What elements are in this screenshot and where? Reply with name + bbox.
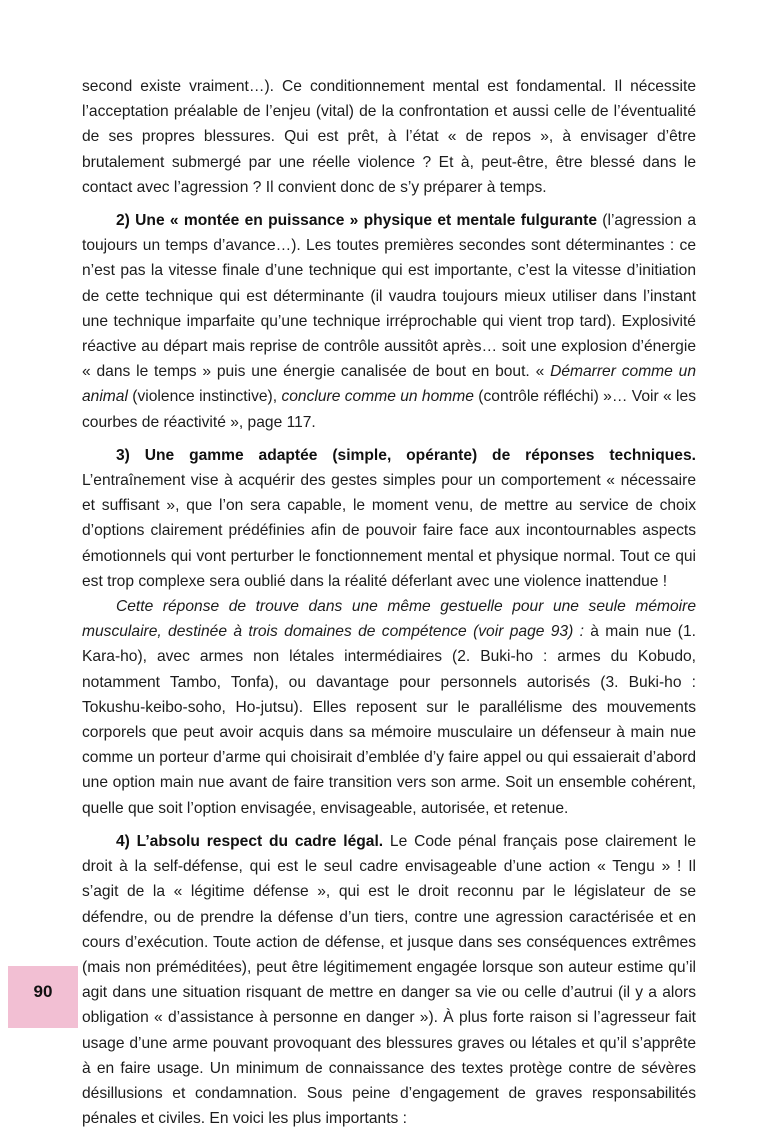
paragraph-response <box>82 594 696 821</box>
response-text: à main nue (1. Kara-ho), avec armes non létales intermédiaires (2. Buki-ho : armes du Kobudo, notamment Tambo, Tonfa), ou davantage pour personnels autorisés (3. Buki-ho : Tokushu-keibo-soho, Ho-jutsu). Elles reposent sur le parallélisme des mouvements corporels que peut avoir acquis dans sa mémoire musculaire un défenseur à main nue comme un porteur d’arme qui choisirait d’emblée d’y faire appel ou qui essaierait d’abord une option main nue avant de faire transition vers son arme. Soit un ensemble cohérent, quelle que soit l’option envisagée, envisageable, autorisée, et retenue. <box>82 623 696 817</box>
response-italic: Cette réponse de trouve dans une même gestuelle pour une seule mémoire musculaire, destinée à trois domaines de compétence (voir page 93) : <box>82 598 696 641</box>
point-2-text-a: (l’agression a toujours un temps d’avance…). Les toutes premières secondes sont déterminantes : ce n’est pas la vitesse finale d’une technique qui est importante, c’est la vitesse d’initiation de cette technique qui est déterminante (il vaudra toujours mieux utiliser dans l’instant une technique imparfaite qu’une technique irréprochable qui vient trop tard). Explosivité réactive au départ mais reprise de contrôle aussitôt après… soit une explosion d’énergie « dans le temps » puis une énergie canalisée de bout en bout. « <box>82 212 696 381</box>
paragraph-conditioning: second existe vraiment…). Ce conditionnement mental est fondamental. Il nécessite l’acceptation préalable de l’enjeu (vital) de la confrontation et aussi celle de l’éventualité de ses propres blessures. Qui est prêt, à l’état « de repos », à envisager d’être brutalement submergé par une réelle violence ? Et à, peut-être, être blessé dans le contact avec l’agression ? Il convient donc de s’y préparer à temps. <box>82 78 696 196</box>
paragraph-point-2 <box>82 208 696 435</box>
point-3-text: L’entraînement vise à acquérir des gestes simples pour un comportement « nécessaire et suffisant », que l’on sera capable, le moment venu, de mettre au service de choix d’options clairement prédéfinies afin de pouvoir faire face aux incontournables aspects émotionnels qui vont perturber le fonctionnement mental et physique normal. Tout ce qui est trop complexe sera oublié dans la réalité déferlant avec une violence inattendue ! <box>82 472 696 590</box>
point-2-italic-1: Démarrer comme un animal <box>82 363 696 406</box>
point-2-text-c: (contrôle réfléchi) »… Voir « les courbes de réactivité », page 117. <box>82 388 696 431</box>
point-4-text: Le Code pénal français pose clairement le droit à la self-défense, qui est le seul cadre envisageable d’une action « Tengu » ! Il s’agit de la « légitime défense », qui est le droit reconnu par le législateur de se défendre, ou de prendre la défense d’un tiers, contre une agression caractérisée et en cours d’exécution. Toute action de défense, et jusque dans ses conséquences extrêmes (mais non préméditées), peut être légitimement engagée lorsque son auteur estime qu’il agit dans une situation risquant de mettre en danger sa vie ou celle d’autrui (il y a alors obligation « d’assistance à personne en danger »). À plus forte raison si l’agresseur fait usage d’une arme pouvant provoquant des blessures graves ou létales et qu’il s’apprête à en faire usage. Un minimum de connaissance des textes protège contre de sévères désillusions et condamnation. Sous peine d’engagement de graves responsabilités pénales et civiles. En voici les plus importants : <box>82 832 696 1128</box>
page-number-box <box>8 966 78 1028</box>
point-3-heading: 3) Une gamme adaptée (simple, opérante) de réponses techniques. <box>116 446 696 464</box>
point-2-italic-2: conclure comme un homme <box>281 388 474 406</box>
point-4-heading: 4) L’absolu respect du cadre légal. <box>116 832 384 850</box>
paragraph-point-4 <box>82 829 696 1131</box>
point-2-heading: 2) Une « montée en puissance » physique et mentale fulgurante <box>116 212 597 230</box>
paragraph-point-3 <box>82 443 696 594</box>
point-2-text-b: (violence instinctive), <box>127 388 282 406</box>
page-body <box>82 74 696 1131</box>
page-number: 90 <box>33 982 53 1001</box>
